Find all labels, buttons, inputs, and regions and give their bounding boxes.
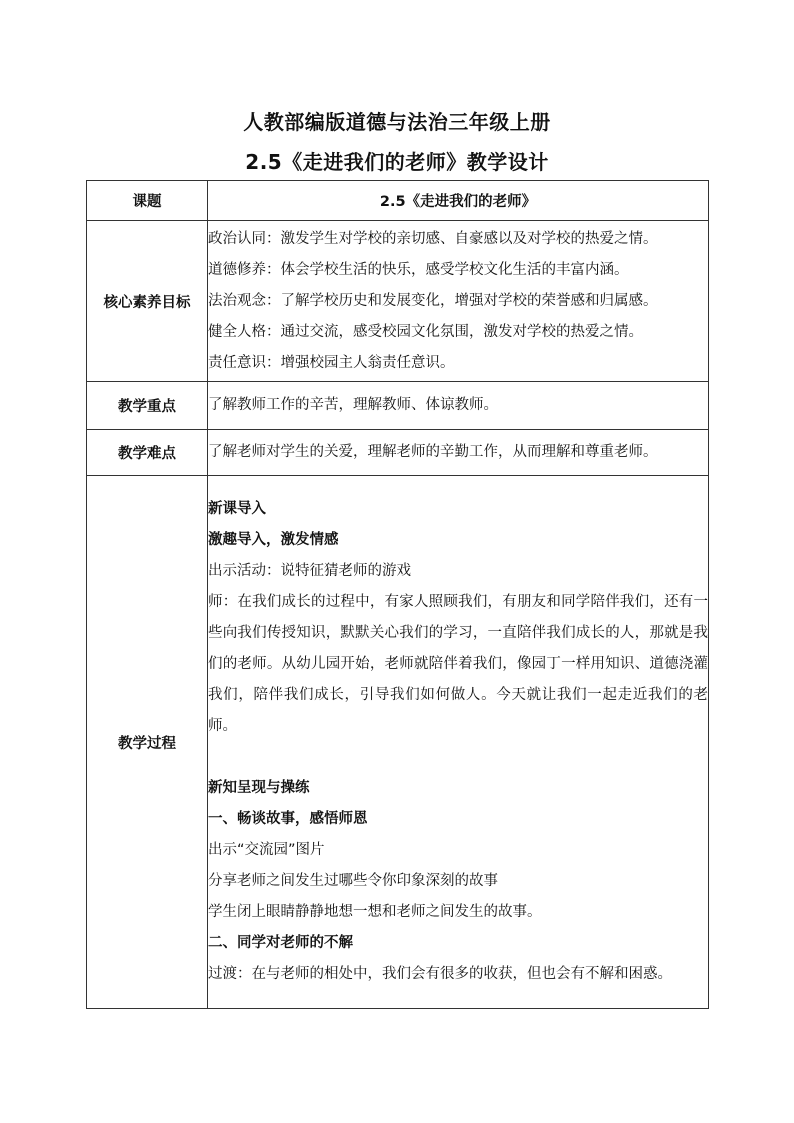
spacer [208, 742, 708, 773]
transition-text: 过渡：在与老师的相处中，我们会有很多的收获，但也会有不解和困惑。 [208, 966, 672, 982]
show-picture-text: 出示“交流园”图片 [208, 842, 325, 858]
document-subtitle: 2.5《走进我们的老师》教学设计 [245, 150, 549, 174]
new-knowledge-heading: 新知呈现与操练 [208, 780, 310, 796]
core-goal-line: 健全人格：通过交流，感受校园文化氛围，激发对学校的热爱之情。 [208, 323, 643, 340]
table-row-difficulties [87, 430, 709, 476]
table-row-key-points [87, 382, 709, 430]
section1-heading: 一、畅谈故事，感悟师恩 [208, 811, 368, 827]
table-row-topic [87, 181, 709, 221]
table-row-process [87, 476, 709, 1009]
lesson-plan-table [86, 180, 709, 1009]
table-row-core-goals [87, 221, 709, 382]
intro-subheading: 激趣导入，激发情感 [208, 532, 339, 548]
difficulties-content [208, 430, 709, 476]
key-points-label: 教学重点 [87, 382, 208, 430]
difficulties-label: 教学难点 [87, 430, 208, 476]
core-goals-content [208, 221, 709, 382]
section2-heading: 二、同学对老师的不解 [208, 935, 353, 951]
key-points-content [208, 382, 709, 430]
activity-text: 出示活动：说特征猜老师的游戏 [208, 563, 411, 579]
core-goal-line: 法治观念：了解学校历史和发展变化，增强对学校的荣誉感和归属感。 [208, 292, 658, 309]
core-goal-line: 责任意识：增强校园主人翁责任意识。 [208, 354, 455, 371]
topic-label: 课题 [87, 181, 208, 221]
core-goal-line: 政治认同：激发学生对学校的亲切感、自豪感以及对学校的热爱之情。 [208, 230, 658, 247]
key-points-text: 了解教师工作的辛苦，理解教师、体谅教师。 [208, 397, 498, 413]
students-reflect-text: 学生闭上眼睛静静地想一想和老师之间发生的故事。 [208, 904, 542, 920]
process-label: 教学过程 [87, 476, 208, 1009]
teacher-speech: 师：在我们成长的过程中，有家人照顾我们，有朋友和同学陪伴我们，还有一些向我们传授知识，默默关心我们的学习，一直陪伴我们成长的人，那就是我们的老师。从幼儿园开始，老师就陪伴着我们，像园丁一样用知识、道德浇灌我们，陪伴我们成长，引导我们如何做人。今天就让我们一起走近我们的老师。 [208, 594, 708, 734]
difficulties-text: 了解老师对学生的关爱，理解老师的辛勤工作，从而理解和尊重老师。 [208, 444, 658, 460]
core-goal-line: 道德修养：体会学校生活的快乐，感受学校文化生活的丰富内涵。 [208, 261, 629, 278]
process-content [208, 476, 709, 1009]
document-title: 人教部编版道德与法治三年级上册 [243, 110, 551, 134]
topic-value: 2.5《走进我们的老师》 [208, 181, 709, 221]
intro-heading: 新课导入 [208, 501, 266, 517]
share-prompt-text: 分享老师之间发生过哪些令你印象深刻的故事 [208, 873, 498, 889]
core-goals-label: 核心素养目标 [87, 221, 208, 382]
